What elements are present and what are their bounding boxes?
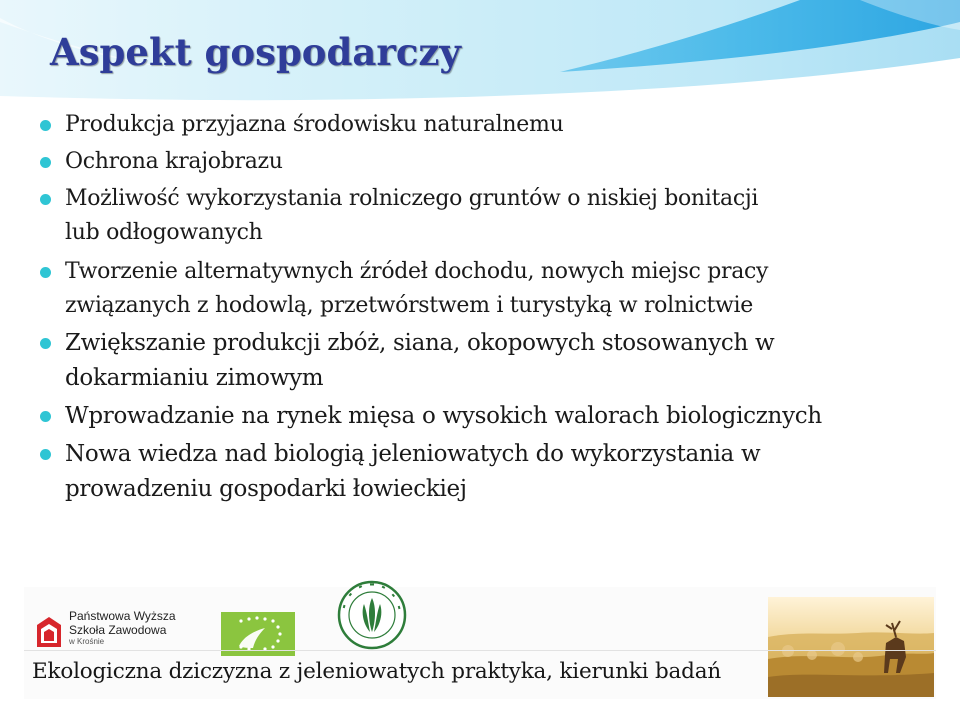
pwsz-line: w Krośnie [69, 637, 105, 646]
list-item [40, 255, 945, 323]
slide-title: Aspekt gospodarczy [50, 30, 461, 74]
list-item [40, 437, 945, 507]
bullet-line: lub odłogowanych [65, 220, 263, 245]
list-item [40, 108, 945, 142]
bullet-line: prowadzeniu gospodarki łowieckiej [65, 476, 467, 502]
footer-caption: Ekologiczna dziczyzna z jeleniowatych praktyka, kierunki badań [32, 659, 721, 684]
bullet-dot-icon [40, 411, 51, 422]
deer-photo [768, 597, 934, 697]
list-item [40, 326, 945, 396]
bullet-dot-icon [40, 267, 51, 278]
pwsz-line: Państwowa Wyższa [69, 609, 176, 623]
list-item [40, 399, 945, 434]
bullet-line: Zwiększanie produkcji zbóż, siana, okopowych stosowanych w [65, 330, 775, 356]
bullet-list [40, 108, 945, 507]
pwsz-line: Szkoła Zawodowa [69, 623, 167, 637]
footer-divider [24, 650, 936, 651]
bullet-line: Tworzenie alternatywnych źródeł dochodu, nowych miejsc pracy [65, 259, 769, 284]
ministry-seal-icon [337, 580, 407, 650]
list-item [40, 182, 945, 250]
bullet-line: Nowa wiedza nad biologią jeleniowatych do wykorzystania w [65, 441, 761, 467]
bullet-line: dokarmianiu zimowym [65, 365, 324, 391]
footer-banner [24, 587, 936, 699]
bullet-dot-icon [40, 157, 51, 168]
bullet-dot-icon [40, 338, 51, 349]
pwsz-logo-text [69, 609, 176, 647]
bullet-line: Ochrona krajobrazu [65, 149, 283, 174]
bullet-dot-icon [40, 194, 51, 205]
bullet-dot-icon [40, 449, 51, 460]
pwsz-mark-icon [35, 615, 63, 649]
list-item [40, 145, 945, 179]
bullet-dot-icon [40, 120, 51, 131]
bullet-line: Produkcja przyjazna środowisku naturalnemu [65, 112, 564, 137]
bullet-line: Możliwość wykorzystania rolniczego gruntów o niskiej bonitacji [65, 186, 759, 211]
bullet-line: związanych z hodowlą, przetwórstwem i turystyką w rolnictwie [65, 293, 753, 318]
bullet-line: Wprowadzanie na rynek mięsa o wysokich walorach biologicznych [65, 403, 822, 429]
